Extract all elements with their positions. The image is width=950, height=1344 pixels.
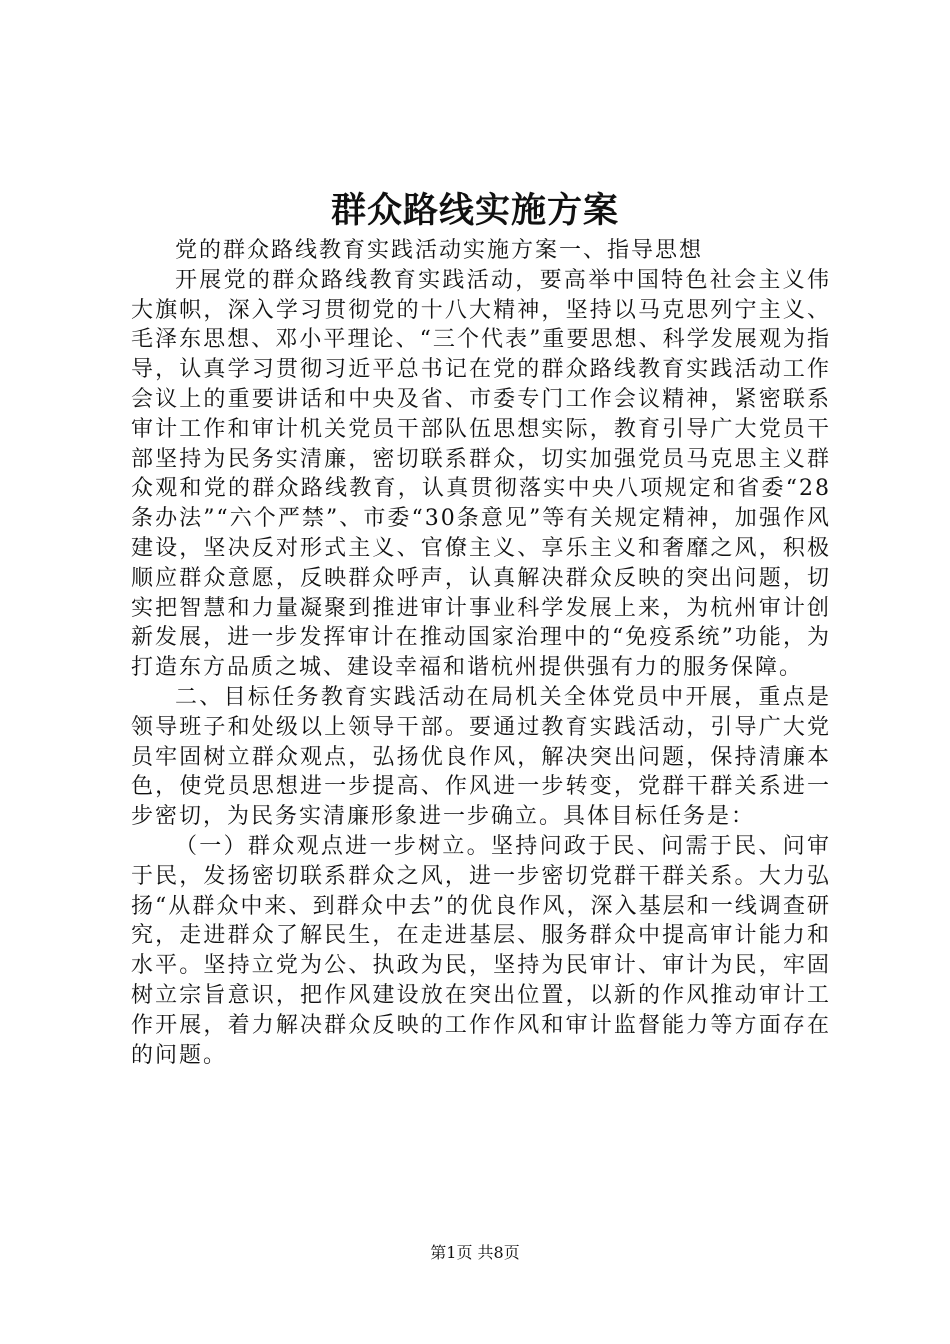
paragraph-goal-one: （一）群众观点进一步树立。坚持问政于民、问需于民、问审于民，发扬密切联系群众之风，进一步密切党群干群关系。大力弘扬“从群众中来、到群众中去”的优良作风，深入基层和一线调查研究，走进群众了解民生，在走进基层、服务群众中提高审计能力和水平。坚持立党为公、执政为民，坚持为民审计、审计为民，牢固树立宗旨意识，把作风建设放在突出位置，以新的作风推动审计工作开展，着力解决群众反映的工作作风和审计监督能力等方面存在的问题。: [131, 833, 831, 1068]
document-body: [131, 236, 831, 1070]
document-title: 群众路线实施方案: [330, 190, 619, 231]
paragraph-guiding-thought: 开展党的群众路线教育实践活动，要高举中国特色社会主义伟大旗帜，深入学习贯彻党的十八大精神，坚持以马克思列宁主义、毛泽东思想、邓小平理论、“三个代表”重要思想、科学发展观为指导，认真学习贯彻习近平总书记在党的群众路线教育实践活动工作会议上的重要讲话和中央及省、市委专门工作会议精神，紧密联系审计工作和审计机关党员干部队伍思想实际，教育引导广大党员干部坚持为民务实清廉，密切联系群众，切实加强党员马克思主义群众观和党的群众路线教育，认真贯彻落实中央八项规定和省委“28条办法”“六个严禁”、市委“30条意见”等有关规定精神，加强作风建设，坚决反对形式主义、官僚主义、享乐主义和奢靡之风，积极顺应群众意愿，反映群众呼声，认真解决群众反映的突出问题，切实把智慧和力量凝聚到推进审计事业科学发展上来，为杭州审计创新发展，进一步发挥审计在推动国家治理中的“免疫系统”功能，为打造东方品质之城、建设幸福和谐杭州提供强有力的服务保障。: [131, 267, 831, 681]
paragraph-goals: 二、目标任务教育实践活动在局机关全体党员中开展，重点是领导班子和处级以上领导干部。要通过教育实践活动，引导广大党员牢固树立群众观点，弘扬优良作风，解决突出问题，保持清廉本色，使党员思想进一步提高、作风进一步转变，党群干群关系进一步密切，为民务实清廉形象进一步确立。具体目标任务是：: [131, 684, 831, 830]
paragraph-intro: 党的群众路线教育实践活动实施方案一、指导思想: [175, 238, 704, 263]
page-number-footer: 第1页 共8页: [430, 1243, 520, 1262]
